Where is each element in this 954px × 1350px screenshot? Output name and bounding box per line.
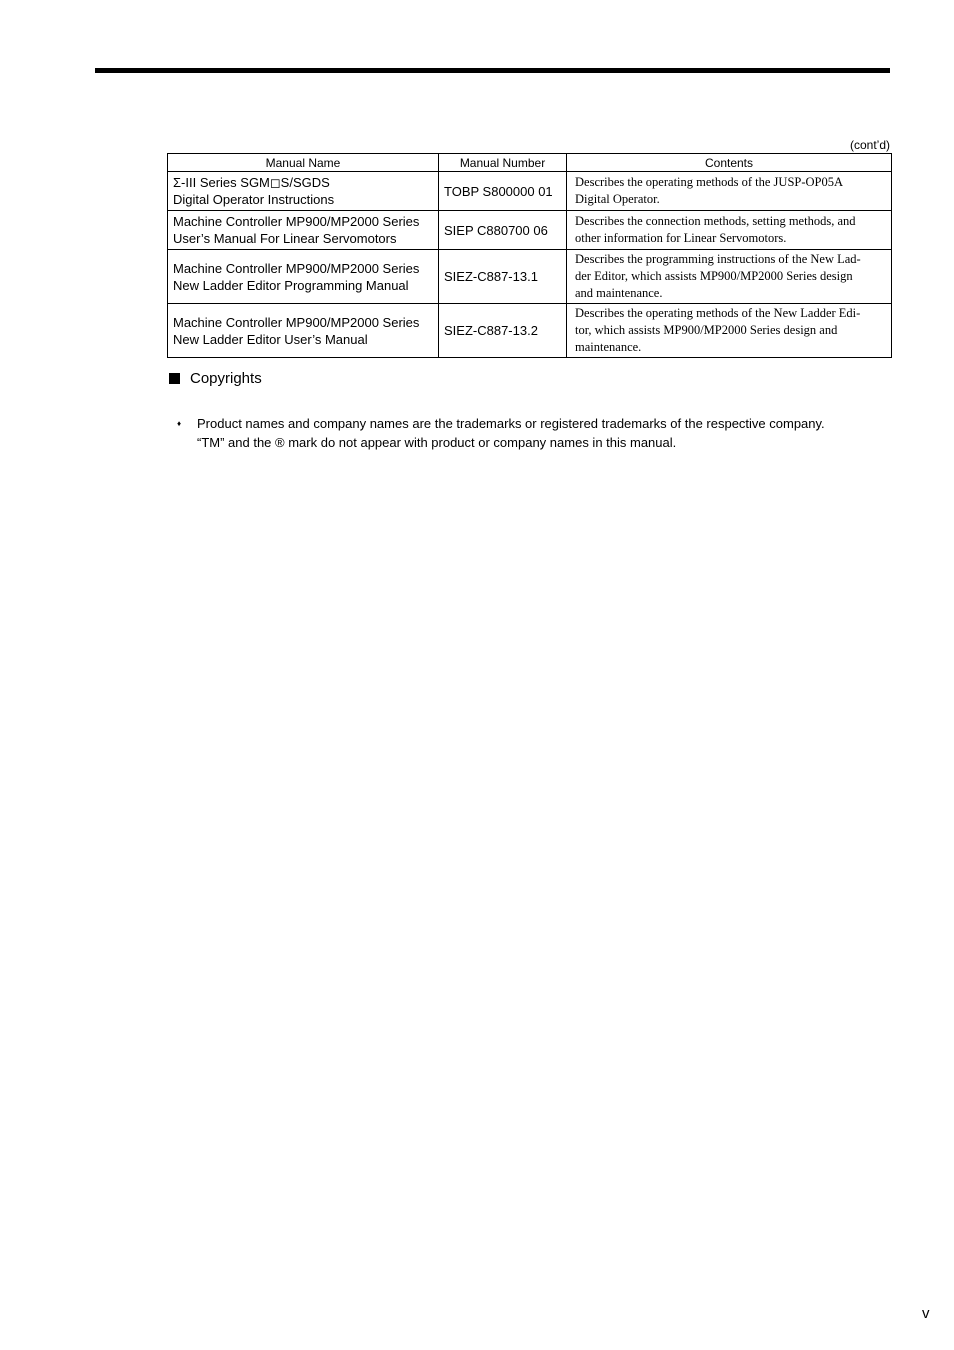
contents-line: Describes the programming instructions of the New Lad- (575, 252, 861, 266)
section-title: Copyrights (190, 370, 262, 387)
header-manual-number: Manual Number (439, 154, 567, 172)
manuals-table (167, 153, 892, 358)
table-header-row (168, 154, 892, 172)
page-number: v (922, 1305, 930, 1322)
contents-line: der Editor, which assists MP900/MP2000 Series design (575, 269, 853, 283)
square-bullet-icon (169, 373, 180, 384)
table-row (168, 211, 892, 250)
manual-name-line: Digital Operator Instructions (173, 192, 335, 207)
manual-name-line: Machine Controller MP900/MP2000 Series (173, 214, 420, 229)
copyrights-section-heading (169, 370, 262, 387)
header-contents: Contents (567, 154, 892, 172)
contents-line: tor, which assists MP900/MP2000 Series design and (575, 323, 838, 337)
copyright-note (177, 414, 825, 452)
contents-cell (567, 172, 892, 211)
diamond-bullet-icon: ♦ (177, 419, 182, 428)
manual-name-cell (168, 304, 439, 358)
manual-number-cell: SIEZ-C887-13.2 (439, 304, 567, 358)
manual-name-line: New Ladder Editor User’s Manual (173, 331, 368, 347)
contents-line: and maintenance. (575, 286, 663, 300)
table-row (168, 304, 892, 358)
manual-number-cell: SIEZ-C887-13.1 (439, 250, 567, 304)
contents-line: maintenance. (575, 340, 642, 354)
top-rule (95, 68, 890, 73)
contents-cell (567, 250, 892, 304)
contents-line: Describes the connection methods, setting methods, and (575, 214, 856, 228)
manual-name-cell (168, 172, 439, 211)
contents-line: Describes the operating methods of the JUSP-OP05A (575, 175, 844, 189)
table-row (168, 172, 892, 211)
manual-name-line: User’s Manual For Linear Servomotors (173, 231, 397, 246)
contents-line: other information for Linear Servomotors. (575, 231, 787, 245)
manual-number-cell: TOBP S800000 01 (439, 172, 567, 211)
contents-cell (567, 304, 892, 358)
contents-line: Digital Operator. (575, 192, 660, 206)
manual-number-cell: SIEP C880700 06 (439, 211, 567, 250)
header-manual-name: Manual Name (168, 154, 439, 172)
manual-name-line: New Ladder Editor Programming Manual (173, 277, 409, 293)
contents-line: Describes the operating methods of the New Ladder Edi- (575, 306, 861, 320)
copyright-note-line: Product names and company names are the trademarks or registered trademarks of the respective company. (197, 416, 825, 431)
manual-name-cell (168, 211, 439, 250)
manual-name-line: Σ-III Series SGM◻S/SGDS (173, 175, 330, 190)
contents-cell (567, 211, 892, 250)
copyright-note-line: “TM” and the ® mark do not appear with product or company names in this manual. (197, 435, 677, 450)
manual-name-cell (168, 250, 439, 304)
manual-name-line: Machine Controller MP900/MP2000 Series (173, 260, 420, 276)
table-row (168, 250, 892, 304)
manual-name-line: Machine Controller MP900/MP2000 Series (173, 314, 420, 330)
continued-label: (cont’d) (849, 138, 890, 152)
copyright-note-text (197, 414, 825, 452)
